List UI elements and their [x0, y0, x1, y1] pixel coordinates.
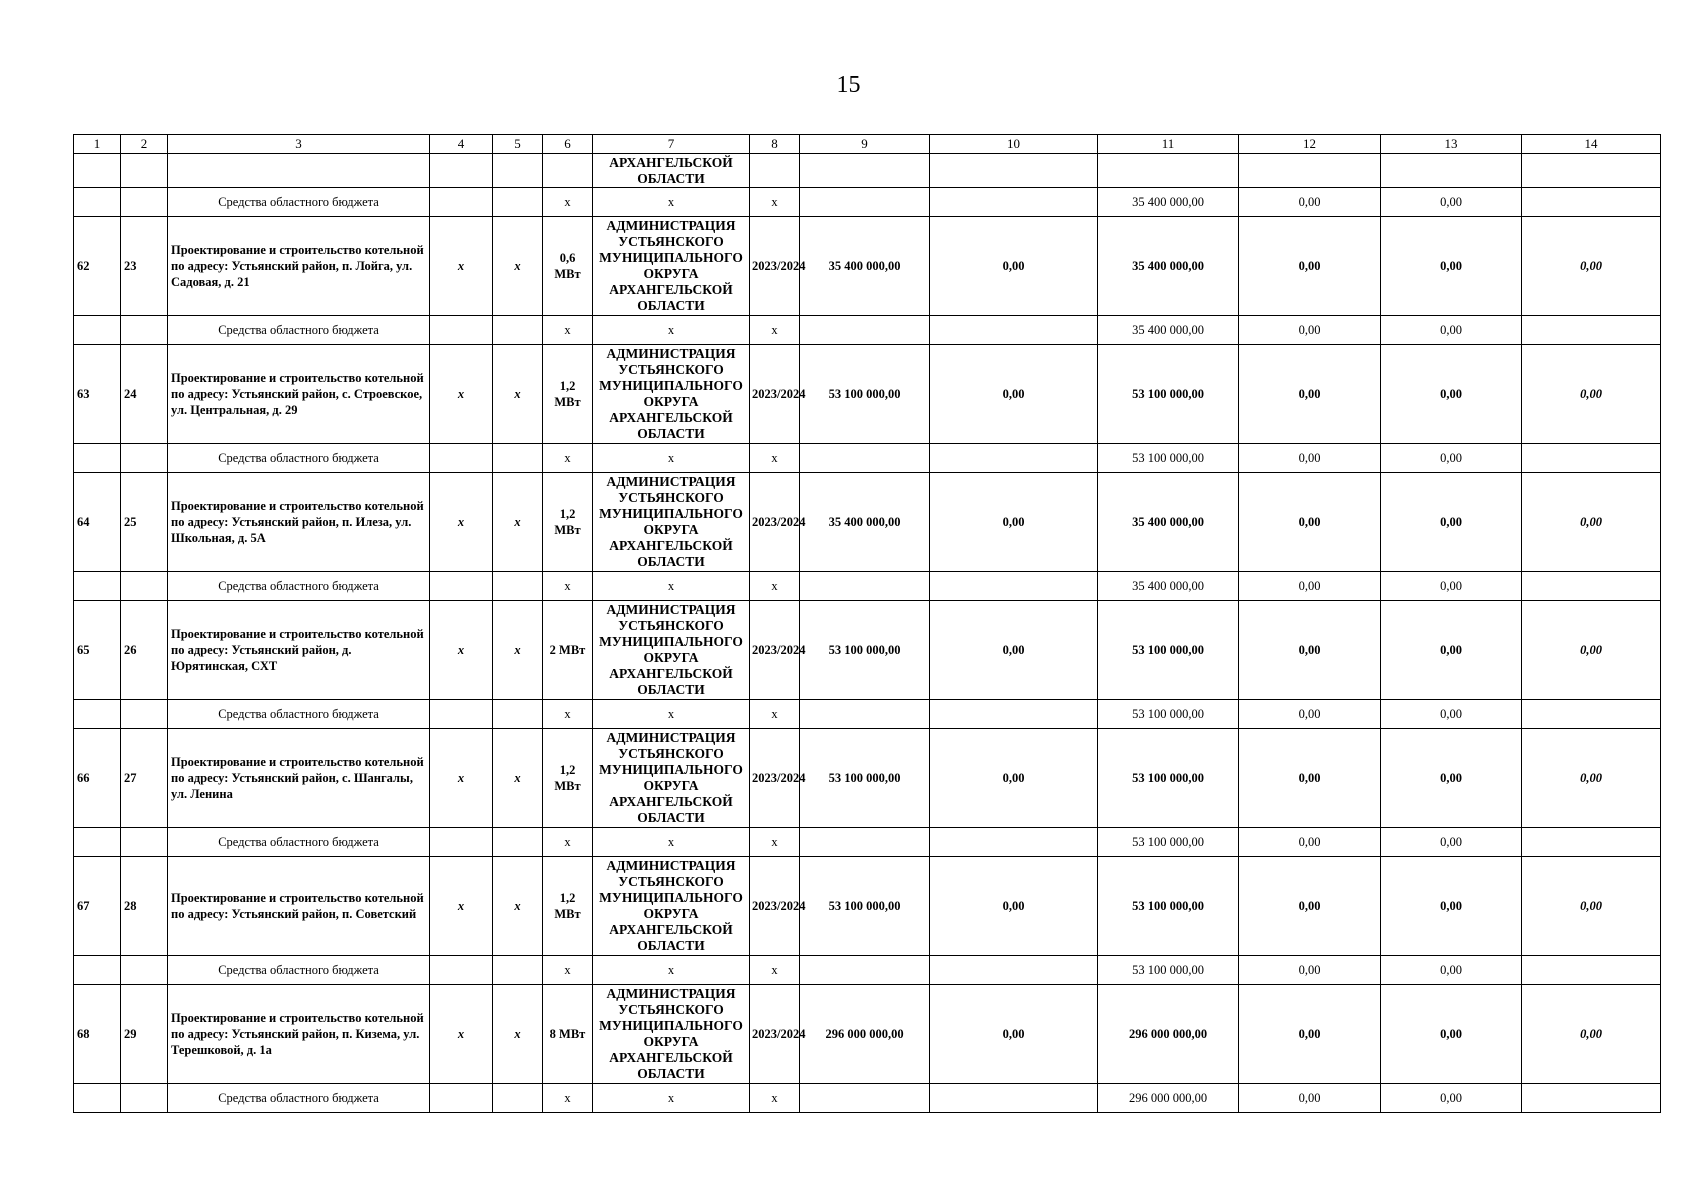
- organization-cell: АДМИНИСТРАЦИЯ УСТЬЯНСКОГО МУНИЦИПАЛЬНОГО ОКРУГА АРХАНГЕЛЬСКОЙ ОБЛАСТИ: [593, 473, 750, 572]
- project-name: Проектирование и строительство котельной по адресу: Устьянский район, с. Строевское, ул. Центральная, д. 29: [168, 345, 430, 444]
- amount-col12: 0,00: [1239, 473, 1381, 572]
- cell-col11: 35 400 000,00: [1098, 572, 1239, 601]
- cell-col6: х: [543, 828, 593, 857]
- cell-col7: х: [593, 956, 750, 985]
- column-header: 1: [74, 135, 121, 154]
- project-name: Проектирование и строительство котельной по адресу: Устьянский район, п. Советский: [168, 857, 430, 956]
- period: 2023/2024: [750, 985, 800, 1084]
- cell-col6: х: [543, 316, 593, 345]
- amount-col13: 0,00: [1381, 985, 1522, 1084]
- amount-col11: 35 400 000,00: [1098, 473, 1239, 572]
- funding-row: [74, 956, 1661, 985]
- cell-col12: 0,00: [1239, 188, 1381, 217]
- amount-col14: 0,00: [1522, 217, 1661, 316]
- cell-col8: х: [750, 444, 800, 473]
- cell-col4: х: [430, 217, 493, 316]
- amount-col11: 35 400 000,00: [1098, 217, 1239, 316]
- amount-col12: 0,00: [1239, 217, 1381, 316]
- cell-col8: х: [750, 700, 800, 729]
- continuation-row: [74, 154, 1661, 188]
- project-name: Проектирование и строительство котельной по адресу: Устьянский район, п. Кизема, ул. Терешковой, д. 1а: [168, 985, 430, 1084]
- cell-col4: х: [430, 473, 493, 572]
- cell-col6: х: [543, 572, 593, 601]
- capacity: 1,2 МВт: [543, 729, 593, 828]
- amount-col12: 0,00: [1239, 985, 1381, 1084]
- amount-col10: 0,00: [930, 217, 1098, 316]
- sub-number: 27: [121, 729, 168, 828]
- funding-source: Средства областного бюджета: [168, 188, 430, 217]
- organization-cell: АДМИНИСТРАЦИЯ УСТЬЯНСКОГО МУНИЦИПАЛЬНОГО ОКРУГА АРХАНГЕЛЬСКОЙ ОБЛАСТИ: [593, 345, 750, 444]
- capacity: 1,2 МВт: [543, 473, 593, 572]
- organization-cell: АДМИНИСТРАЦИЯ УСТЬЯНСКОГО МУНИЦИПАЛЬНОГО ОКРУГА АРХАНГЕЛЬСКОЙ ОБЛАСТИ: [593, 217, 750, 316]
- row-number: 65: [74, 601, 121, 700]
- funding-row: [74, 828, 1661, 857]
- cell-col7: х: [593, 188, 750, 217]
- cell-col5: х: [493, 217, 543, 316]
- amount-col11: 53 100 000,00: [1098, 857, 1239, 956]
- project-row: [74, 601, 1661, 700]
- cell-col5: х: [493, 985, 543, 1084]
- sub-number: 26: [121, 601, 168, 700]
- cell-col6: х: [543, 956, 593, 985]
- cell-col11: 53 100 000,00: [1098, 700, 1239, 729]
- cell-col8: х: [750, 956, 800, 985]
- period: 2023/2024: [750, 345, 800, 444]
- amount-col13: 0,00: [1381, 217, 1522, 316]
- amount-col9: 53 100 000,00: [800, 345, 930, 444]
- project-row: [74, 473, 1661, 572]
- period: 2023/2024: [750, 473, 800, 572]
- row-number: 66: [74, 729, 121, 828]
- funding-source: Средства областного бюджета: [168, 700, 430, 729]
- funding-source: Средства областного бюджета: [168, 444, 430, 473]
- cell-col7: х: [593, 1084, 750, 1113]
- cell-col12: 0,00: [1239, 444, 1381, 473]
- cell-col13: 0,00: [1381, 1084, 1522, 1113]
- amount-col11: 53 100 000,00: [1098, 601, 1239, 700]
- project-name: Проектирование и строительство котельной по адресу: Устьянский район, с. Шангалы, ул. Ленина: [168, 729, 430, 828]
- amount-col10: 0,00: [930, 857, 1098, 956]
- cell-col8: х: [750, 828, 800, 857]
- period: 2023/2024: [750, 729, 800, 828]
- sub-number: 25: [121, 473, 168, 572]
- amount-col14: 0,00: [1522, 857, 1661, 956]
- organization-cell: АДМИНИСТРАЦИЯ УСТЬЯНСКОГО МУНИЦИПАЛЬНОГО ОКРУГА АРХАНГЕЛЬСКОЙ ОБЛАСТИ: [593, 985, 750, 1084]
- cell-col11: 296 000 000,00: [1098, 1084, 1239, 1113]
- funding-row: [74, 316, 1661, 345]
- column-header: 11: [1098, 135, 1239, 154]
- cell-col8: х: [750, 572, 800, 601]
- amount-col11: 53 100 000,00: [1098, 729, 1239, 828]
- funding-source: Средства областного бюджета: [168, 1084, 430, 1113]
- cell-col12: 0,00: [1239, 1084, 1381, 1113]
- cell-col12: 0,00: [1239, 828, 1381, 857]
- cell-col4: х: [430, 345, 493, 444]
- amount-col14: 0,00: [1522, 985, 1661, 1084]
- project-row: [74, 985, 1661, 1084]
- column-header: 2: [121, 135, 168, 154]
- amount-col13: 0,00: [1381, 729, 1522, 828]
- cell-col7: х: [593, 572, 750, 601]
- cell-col7: х: [593, 444, 750, 473]
- period: 2023/2024: [750, 217, 800, 316]
- amount-col9: 296 000 000,00: [800, 985, 930, 1084]
- project-name: Проектирование и строительство котельной по адресу: Устьянский район, п. Илеза, ул. Школьная, д. 5А: [168, 473, 430, 572]
- capacity: 0,6 МВт: [543, 217, 593, 316]
- row-number: 67: [74, 857, 121, 956]
- organization-cell: АРХАНГЕЛЬСКОЙ ОБЛАСТИ: [593, 154, 750, 188]
- amount-col14: 0,00: [1522, 473, 1661, 572]
- cell-col13: 0,00: [1381, 188, 1522, 217]
- project-row: [74, 345, 1661, 444]
- cell-col4: х: [430, 985, 493, 1084]
- cell-col4: х: [430, 601, 493, 700]
- amount-col10: 0,00: [930, 729, 1098, 828]
- column-header: 4: [430, 135, 493, 154]
- capacity: 2 МВт: [543, 601, 593, 700]
- period: 2023/2024: [750, 857, 800, 956]
- cell-col5: х: [493, 729, 543, 828]
- sub-number: 29: [121, 985, 168, 1084]
- column-header: 14: [1522, 135, 1661, 154]
- capacity: 1,2 МВт: [543, 345, 593, 444]
- cell-col4: х: [430, 729, 493, 828]
- capacity: 8 МВт: [543, 985, 593, 1084]
- budget-table: [73, 134, 1661, 1113]
- cell-col6: х: [543, 1084, 593, 1113]
- capacity: 1,2 МВт: [543, 857, 593, 956]
- column-header: 8: [750, 135, 800, 154]
- row-number: 64: [74, 473, 121, 572]
- amount-col9: 35 400 000,00: [800, 473, 930, 572]
- funding-source: Средства областного бюджета: [168, 828, 430, 857]
- cell-col4: х: [430, 857, 493, 956]
- cell-col12: 0,00: [1239, 700, 1381, 729]
- column-header: 6: [543, 135, 593, 154]
- cell-col13: 0,00: [1381, 828, 1522, 857]
- funding-source: Средства областного бюджета: [168, 316, 430, 345]
- amount-col10: 0,00: [930, 345, 1098, 444]
- cell-col12: 0,00: [1239, 956, 1381, 985]
- amount-col10: 0,00: [930, 985, 1098, 1084]
- cell-col12: 0,00: [1239, 316, 1381, 345]
- amount-col12: 0,00: [1239, 601, 1381, 700]
- amount-col12: 0,00: [1239, 857, 1381, 956]
- cell-col8: х: [750, 1084, 800, 1113]
- funding-source: Средства областного бюджета: [168, 572, 430, 601]
- cell-col11: 53 100 000,00: [1098, 956, 1239, 985]
- funding-row: [74, 444, 1661, 473]
- amount-col11: 53 100 000,00: [1098, 345, 1239, 444]
- row-number: 68: [74, 985, 121, 1084]
- period: 2023/2024: [750, 601, 800, 700]
- column-header-row: [74, 135, 1661, 154]
- project-name: Проектирование и строительство котельной по адресу: Устьянский район, п. Лойга, ул. Садовая, д. 21: [168, 217, 430, 316]
- funding-row: [74, 700, 1661, 729]
- cell-col11: 35 400 000,00: [1098, 188, 1239, 217]
- cell-col7: х: [593, 828, 750, 857]
- amount-col14: 0,00: [1522, 345, 1661, 444]
- amount-col9: 35 400 000,00: [800, 217, 930, 316]
- amount-col9: 53 100 000,00: [800, 729, 930, 828]
- amount-col13: 0,00: [1381, 601, 1522, 700]
- amount-col13: 0,00: [1381, 473, 1522, 572]
- amount-col13: 0,00: [1381, 345, 1522, 444]
- row-number: 62: [74, 217, 121, 316]
- amount-col9: 53 100 000,00: [800, 601, 930, 700]
- organization-cell: АДМИНИСТРАЦИЯ УСТЬЯНСКОГО МУНИЦИПАЛЬНОГО ОКРУГА АРХАНГЕЛЬСКОЙ ОБЛАСТИ: [593, 729, 750, 828]
- sub-number: 24: [121, 345, 168, 444]
- column-header: 9: [800, 135, 930, 154]
- cell-col13: 0,00: [1381, 444, 1522, 473]
- cell-col8: х: [750, 316, 800, 345]
- cell-col6: х: [543, 700, 593, 729]
- column-header: 10: [930, 135, 1098, 154]
- amount-col14: 0,00: [1522, 729, 1661, 828]
- organization-cell: АДМИНИСТРАЦИЯ УСТЬЯНСКОГО МУНИЦИПАЛЬНОГО ОКРУГА АРХАНГЕЛЬСКОЙ ОБЛАСТИ: [593, 601, 750, 700]
- cell-col6: х: [543, 444, 593, 473]
- cell-col5: х: [493, 473, 543, 572]
- column-header: 3: [168, 135, 430, 154]
- column-header: 5: [493, 135, 543, 154]
- amount-col10: 0,00: [930, 601, 1098, 700]
- amount-col12: 0,00: [1239, 345, 1381, 444]
- project-name: Проектирование и строительство котельной по адресу: Устьянский район, д. Юрятинская, СХТ: [168, 601, 430, 700]
- cell-col11: 53 100 000,00: [1098, 828, 1239, 857]
- table-body: [74, 135, 1661, 1113]
- cell-col8: х: [750, 188, 800, 217]
- sub-number: 28: [121, 857, 168, 956]
- amount-col9: 53 100 000,00: [800, 857, 930, 956]
- amount-col13: 0,00: [1381, 857, 1522, 956]
- cell-col13: 0,00: [1381, 956, 1522, 985]
- row-number: 63: [74, 345, 121, 444]
- amount-col11: 296 000 000,00: [1098, 985, 1239, 1084]
- cell-col11: 35 400 000,00: [1098, 316, 1239, 345]
- cell-col6: х: [543, 188, 593, 217]
- funding-row: [74, 1084, 1661, 1113]
- amount-col10: 0,00: [930, 473, 1098, 572]
- cell-col5: х: [493, 345, 543, 444]
- cell-col11: 53 100 000,00: [1098, 444, 1239, 473]
- cell-col5: х: [493, 857, 543, 956]
- amount-col14: 0,00: [1522, 601, 1661, 700]
- cell-col13: 0,00: [1381, 316, 1522, 345]
- column-header: 12: [1239, 135, 1381, 154]
- project-row: [74, 857, 1661, 956]
- cell-col5: х: [493, 601, 543, 700]
- cell-col7: х: [593, 700, 750, 729]
- cell-col12: 0,00: [1239, 572, 1381, 601]
- funding-source: Средства областного бюджета: [168, 956, 430, 985]
- column-header: 7: [593, 135, 750, 154]
- project-row: [74, 217, 1661, 316]
- cell-col13: 0,00: [1381, 700, 1522, 729]
- project-row: [74, 729, 1661, 828]
- funding-row: [74, 188, 1661, 217]
- organization-cell: АДМИНИСТРАЦИЯ УСТЬЯНСКОГО МУНИЦИПАЛЬНОГО ОКРУГА АРХАНГЕЛЬСКОЙ ОБЛАСТИ: [593, 857, 750, 956]
- cell-col7: х: [593, 316, 750, 345]
- sub-number: 23: [121, 217, 168, 316]
- cell-col13: 0,00: [1381, 572, 1522, 601]
- page-number: 15: [836, 72, 861, 98]
- column-header: 13: [1381, 135, 1522, 154]
- funding-row: [74, 572, 1661, 601]
- amount-col12: 0,00: [1239, 729, 1381, 828]
